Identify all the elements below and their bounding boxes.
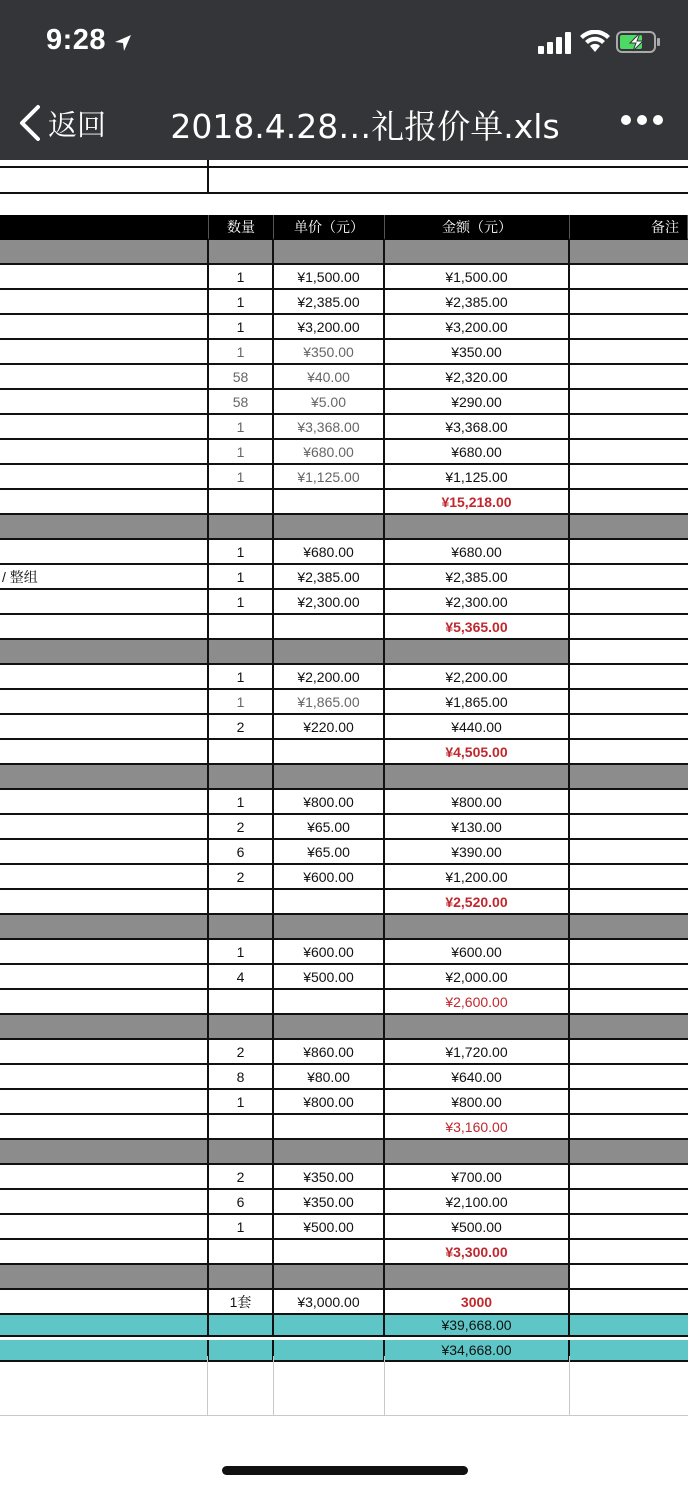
cell-item[interactable] xyxy=(0,415,209,440)
cell-unit-price[interactable]: ¥65.00 xyxy=(274,840,385,865)
cell-item[interactable] xyxy=(0,940,209,965)
cell-amount[interactable]: 3000 xyxy=(385,1290,570,1315)
cell-item[interactable] xyxy=(0,390,209,415)
cell-unit-price[interactable]: ¥40.00 xyxy=(274,365,385,390)
cell-note[interactable] xyxy=(570,365,688,390)
cell-note[interactable] xyxy=(570,940,688,965)
cell-unit-price[interactable]: ¥2,385.00 xyxy=(274,290,385,315)
table-row[interactable] xyxy=(0,565,688,590)
cell-unit-price[interactable]: ¥2,385.00 xyxy=(274,565,385,590)
cell-unit-price[interactable]: ¥2,200.00 xyxy=(274,665,385,690)
back-button[interactable] xyxy=(16,100,106,146)
cell-item[interactable] xyxy=(0,1165,209,1190)
cell-amount[interactable]: ¥700.00 xyxy=(385,1165,570,1190)
home-indicator[interactable] xyxy=(222,1466,468,1475)
cell-note[interactable] xyxy=(570,915,688,940)
cell-amount[interactable]: ¥2,320.00 xyxy=(385,365,570,390)
cell-note[interactable] xyxy=(570,1140,688,1165)
cell-qty[interactable]: 1 xyxy=(209,665,274,690)
cell-amount[interactable]: ¥640.00 xyxy=(385,1065,570,1090)
cell-note[interactable] xyxy=(570,1265,688,1290)
cell-note[interactable] xyxy=(570,1240,688,1265)
cell-item[interactable] xyxy=(0,515,209,540)
cell-note[interactable] xyxy=(570,990,688,1015)
cell-unit-price[interactable] xyxy=(274,490,385,515)
cell-qty[interactable] xyxy=(209,1015,274,1040)
cell-qty[interactable]: 1 xyxy=(209,590,274,615)
cell-qty[interactable] xyxy=(209,765,274,790)
cell-qty[interactable]: 6 xyxy=(209,1190,274,1215)
section-row[interactable] xyxy=(0,765,688,790)
cell-qty[interactable]: 8 xyxy=(209,1065,274,1090)
cell-amount[interactable]: ¥350.00 xyxy=(385,340,570,365)
table-row[interactable] xyxy=(0,540,688,565)
cell-item[interactable] xyxy=(0,1215,209,1240)
cell-unit-price[interactable] xyxy=(274,1140,385,1165)
cell-item[interactable] xyxy=(0,1190,209,1215)
cell-qty[interactable] xyxy=(209,640,274,665)
table-row[interactable] xyxy=(0,940,688,965)
table-row[interactable] xyxy=(0,415,688,440)
cell-item[interactable] xyxy=(0,840,209,865)
cell-item[interactable] xyxy=(0,1090,209,1115)
back-label: 返回 xyxy=(48,107,107,142)
cell-amount[interactable]: ¥2,300.00 xyxy=(385,590,570,615)
cell-amount[interactable]: ¥1,125.00 xyxy=(385,465,570,490)
cell-qty[interactable]: 1 xyxy=(209,315,274,340)
cell-qty[interactable] xyxy=(209,515,274,540)
subtotal-row[interactable] xyxy=(0,1115,688,1140)
cell-amount[interactable]: ¥34,668.00 xyxy=(385,1340,570,1362)
cell-item[interactable] xyxy=(0,490,209,515)
header-amount: 金额（元） xyxy=(385,215,570,240)
cell-unit-price[interactable]: ¥350.00 xyxy=(274,1190,385,1215)
cell-qty[interactable]: 2 xyxy=(209,865,274,890)
cell-amount[interactable]: ¥3,200.00 xyxy=(385,315,570,340)
cell-unit-price[interactable] xyxy=(274,1115,385,1140)
cell-item[interactable] xyxy=(0,1240,209,1265)
table-row[interactable] xyxy=(0,1190,688,1215)
cell-note[interactable] xyxy=(570,540,688,565)
cell-unit-price[interactable]: ¥3,200.00 xyxy=(274,315,385,340)
subtotal-row[interactable] xyxy=(0,890,688,915)
cell-unit-price[interactable]: ¥3,368.00 xyxy=(274,415,385,440)
cell-amount[interactable]: ¥500.00 xyxy=(385,1215,570,1240)
cell-qty[interactable] xyxy=(209,890,274,915)
table-row[interactable] xyxy=(0,1215,688,1240)
cell-note[interactable] xyxy=(570,515,688,540)
cell-item[interactable] xyxy=(0,815,209,840)
cell-note[interactable] xyxy=(570,240,688,265)
cell-unit-price[interactable]: ¥220.00 xyxy=(274,715,385,740)
cell-qty[interactable] xyxy=(209,615,274,640)
cell-item[interactable] xyxy=(0,715,209,740)
cell-amount[interactable]: ¥1,865.00 xyxy=(385,690,570,715)
cell-unit-price[interactable]: ¥680.00 xyxy=(274,540,385,565)
cell-unit-price[interactable]: ¥600.00 xyxy=(274,940,385,965)
table-row[interactable] xyxy=(0,590,688,615)
cell-item[interactable] xyxy=(0,890,209,915)
table-row[interactable] xyxy=(0,865,688,890)
subtotal-row[interactable] xyxy=(0,615,688,640)
table-row[interactable] xyxy=(0,390,688,415)
cell-unit-price[interactable]: ¥680.00 xyxy=(274,440,385,465)
cell-item[interactable] xyxy=(0,665,209,690)
cell-note[interactable] xyxy=(570,1165,688,1190)
cell-amount[interactable] xyxy=(385,1265,570,1290)
cell-qty[interactable]: 2 xyxy=(209,815,274,840)
table-row[interactable] xyxy=(0,1090,688,1115)
cell-unit-price[interactable]: ¥1,125.00 xyxy=(274,465,385,490)
cell-item[interactable] xyxy=(0,1040,209,1065)
cell-qty[interactable]: 1 xyxy=(209,790,274,815)
cell-unit-price[interactable] xyxy=(274,1015,385,1040)
cell-unit-price[interactable]: ¥350.00 xyxy=(274,1165,385,1190)
section-row[interactable] xyxy=(0,640,688,665)
cell-amount[interactable]: ¥15,218.00 xyxy=(385,490,570,515)
cell-qty[interactable] xyxy=(209,990,274,1015)
cell-note[interactable] xyxy=(570,1215,688,1240)
cell-qty[interactable] xyxy=(209,740,274,765)
cell-unit-price[interactable]: ¥600.00 xyxy=(274,865,385,890)
cell-unit-price[interactable]: ¥2,300.00 xyxy=(274,590,385,615)
cell-note[interactable] xyxy=(570,740,688,765)
cell-note[interactable] xyxy=(570,965,688,990)
cell-amount[interactable] xyxy=(385,765,570,790)
cell-amount[interactable]: ¥1,720.00 xyxy=(385,1040,570,1065)
cell-qty[interactable]: 1 xyxy=(209,440,274,465)
cell-note[interactable] xyxy=(570,640,688,665)
cell-qty[interactable]: 1 xyxy=(209,690,274,715)
cell-amount[interactable]: ¥2,000.00 xyxy=(385,965,570,990)
cell-item[interactable] xyxy=(0,340,209,365)
cell-item[interactable] xyxy=(0,790,209,815)
cell-qty[interactable]: 2 xyxy=(209,715,274,740)
cell-unit-price[interactable]: ¥500.00 xyxy=(274,965,385,990)
cell-amount[interactable]: ¥600.00 xyxy=(385,940,570,965)
section-row[interactable] xyxy=(0,515,688,540)
cell-amount[interactable]: ¥2,385.00 xyxy=(385,565,570,590)
subtotal-row[interactable] xyxy=(0,990,688,1015)
cell-qty[interactable] xyxy=(209,1140,274,1165)
cell-qty[interactable]: 2 xyxy=(209,1040,274,1065)
cell-item[interactable] xyxy=(0,640,209,665)
cell-amount[interactable]: ¥2,200.00 xyxy=(385,665,570,690)
cell-note[interactable] xyxy=(570,1115,688,1140)
location-arrow-icon xyxy=(114,34,132,52)
cell-item[interactable] xyxy=(0,740,209,765)
cell-item[interactable] xyxy=(0,290,209,315)
cell-amount[interactable] xyxy=(385,1015,570,1040)
table-row[interactable] xyxy=(0,1040,688,1065)
cell-qty[interactable]: 6 xyxy=(209,840,274,865)
subtotal-row[interactable] xyxy=(0,1240,688,1265)
table-row[interactable] xyxy=(0,440,688,465)
cell-note[interactable] xyxy=(570,1040,688,1065)
table-row[interactable] xyxy=(0,1065,688,1090)
table-row[interactable] xyxy=(0,340,688,365)
cell-qty[interactable] xyxy=(209,915,274,940)
cell-note[interactable] xyxy=(570,815,688,840)
table-row[interactable] xyxy=(0,665,688,690)
cell-amount[interactable] xyxy=(385,915,570,940)
cell-note[interactable] xyxy=(570,1290,688,1315)
cell-unit-price[interactable]: ¥65.00 xyxy=(274,815,385,840)
table-header-row xyxy=(0,215,688,240)
cell-note[interactable] xyxy=(570,1090,688,1115)
cell-unit-price[interactable]: ¥1,500.00 xyxy=(274,265,385,290)
cell-note[interactable] xyxy=(570,340,688,365)
cell-amount[interactable]: ¥680.00 xyxy=(385,440,570,465)
table-row[interactable] xyxy=(0,790,688,815)
cell-note[interactable] xyxy=(570,715,688,740)
cell-unit-price[interactable]: ¥800.00 xyxy=(274,1090,385,1115)
cell-unit-price[interactable]: ¥500.00 xyxy=(274,1215,385,1240)
cell-amount[interactable]: ¥2,385.00 xyxy=(385,290,570,315)
cell-amount[interactable]: ¥3,368.00 xyxy=(385,415,570,440)
cell-note[interactable] xyxy=(570,415,688,440)
cell-amount[interactable]: ¥2,100.00 xyxy=(385,1190,570,1215)
cell-note[interactable] xyxy=(570,315,688,340)
cell-unit-price[interactable]: ¥1,865.00 xyxy=(274,690,385,715)
status-time: 9:28 xyxy=(46,24,107,56)
cell-unit-price[interactable] xyxy=(274,615,385,640)
table-row[interactable] xyxy=(0,290,688,315)
cell-item[interactable] xyxy=(0,690,209,715)
cell-item[interactable] xyxy=(0,1115,209,1140)
cell-item[interactable] xyxy=(0,240,209,265)
cell-item[interactable] xyxy=(0,915,209,940)
cell-note[interactable] xyxy=(570,890,688,915)
header-qty: 数量 xyxy=(209,215,274,240)
cell-note[interactable] xyxy=(570,1065,688,1090)
cell-item[interactable] xyxy=(0,1015,209,1040)
cell-qty[interactable] xyxy=(209,1115,274,1140)
cell-item[interactable] xyxy=(0,1265,209,1290)
cell-amount[interactable]: ¥800.00 xyxy=(385,1090,570,1115)
table-row[interactable] xyxy=(0,840,688,865)
cell-unit-price[interactable]: ¥5.00 xyxy=(274,390,385,415)
spreadsheet-view[interactable] xyxy=(0,160,688,1416)
section-row[interactable] xyxy=(0,240,688,265)
cell-qty[interactable]: 58 xyxy=(209,365,274,390)
cell-item[interactable] xyxy=(0,265,209,290)
cell-unit-price[interactable] xyxy=(274,240,385,265)
cell-amount[interactable]: ¥800.00 xyxy=(385,790,570,815)
cell-item[interactable] xyxy=(0,440,209,465)
cell-note[interactable] xyxy=(570,615,688,640)
cell-unit-price[interactable] xyxy=(274,765,385,790)
cell-amount[interactable]: ¥290.00 xyxy=(385,390,570,415)
cell-amount[interactable]: ¥2,600.00 xyxy=(385,990,570,1015)
table-row[interactable] xyxy=(0,465,688,490)
section-row[interactable] xyxy=(0,1265,688,1290)
cell-item[interactable] xyxy=(0,465,209,490)
table-row[interactable] xyxy=(0,365,688,390)
cell-amount[interactable]: ¥39,668.00 xyxy=(385,1315,570,1337)
cell-amount[interactable]: ¥3,160.00 xyxy=(385,1115,570,1140)
cell-note[interactable] xyxy=(570,865,688,890)
subtotal-row[interactable] xyxy=(0,740,688,765)
cell-amount[interactable] xyxy=(385,1140,570,1165)
cell-item[interactable] xyxy=(0,765,209,790)
cell-note[interactable] xyxy=(570,1190,688,1215)
cell-unit-price[interactable]: ¥3,000.00 xyxy=(274,1290,385,1315)
cell-unit-price[interactable] xyxy=(274,990,385,1015)
table-row[interactable] xyxy=(0,1165,688,1190)
cell-note[interactable] xyxy=(570,465,688,490)
cell-unit-price[interactable] xyxy=(274,1315,385,1337)
title-row xyxy=(0,168,688,194)
cell-amount[interactable]: ¥3,300.00 xyxy=(385,1240,570,1265)
cell-unit-price[interactable]: ¥860.00 xyxy=(274,1040,385,1065)
header-unit-price: 单价（元） xyxy=(274,215,385,240)
cell-note[interactable] xyxy=(570,690,688,715)
cell-item[interactable] xyxy=(0,1290,209,1315)
cell-note[interactable] xyxy=(570,290,688,315)
cell-qty[interactable] xyxy=(209,1265,274,1290)
cell-qty[interactable]: 1 xyxy=(209,415,274,440)
partial-row xyxy=(0,160,688,168)
cell-unit-price[interactable] xyxy=(274,740,385,765)
cell-item[interactable] xyxy=(0,615,209,640)
cell-amount[interactable]: ¥1,500.00 xyxy=(385,265,570,290)
cell-qty[interactable]: 1 xyxy=(209,1090,274,1115)
cell-qty[interactable]: 1 xyxy=(209,940,274,965)
section-row[interactable] xyxy=(0,915,688,940)
cell-amount[interactable]: ¥4,505.00 xyxy=(385,740,570,765)
cell-qty[interactable] xyxy=(209,1240,274,1265)
cell-amount[interactable]: ¥130.00 xyxy=(385,815,570,840)
cell-amount[interactable]: ¥680.00 xyxy=(385,540,570,565)
cell-item[interactable] xyxy=(0,540,209,565)
cell-qty[interactable]: 4 xyxy=(209,965,274,990)
cell-note[interactable] xyxy=(570,265,688,290)
cell-item[interactable] xyxy=(0,865,209,890)
cell-note[interactable] xyxy=(570,665,688,690)
cell-qty[interactable] xyxy=(209,240,274,265)
cell-qty[interactable]: 1 xyxy=(209,1215,274,1240)
cell-note[interactable] xyxy=(570,490,688,515)
table-row[interactable] xyxy=(0,815,688,840)
cell-qty[interactable]: 1 xyxy=(209,340,274,365)
cell-qty[interactable]: 2 xyxy=(209,1165,274,1190)
cell-unit-price[interactable] xyxy=(274,515,385,540)
cell-note[interactable] xyxy=(570,390,688,415)
cell-unit-price[interactable] xyxy=(274,1265,385,1290)
cell-note[interactable] xyxy=(570,1315,688,1337)
cell-amount[interactable] xyxy=(385,515,570,540)
cellular-signal-icon xyxy=(538,32,572,54)
cell-qty[interactable]: 1 xyxy=(209,265,274,290)
subtotal-row[interactable] xyxy=(0,490,688,515)
cell-amount[interactable]: ¥390.00 xyxy=(385,840,570,865)
cell-qty[interactable]: 1 xyxy=(209,290,274,315)
cell-unit-price[interactable]: ¥800.00 xyxy=(274,790,385,815)
cell-note[interactable] xyxy=(570,440,688,465)
cell-item[interactable] xyxy=(0,315,209,340)
cell-amount[interactable]: ¥1,200.00 xyxy=(385,865,570,890)
cell-qty[interactable]: 1套 xyxy=(209,1290,274,1315)
cell-item[interactable] xyxy=(0,1065,209,1090)
more-options-icon[interactable] xyxy=(620,112,664,128)
section-row[interactable] xyxy=(0,1015,688,1040)
cell-amount[interactable]: ¥2,520.00 xyxy=(385,890,570,915)
cell-item[interactable]: / 整组 xyxy=(0,565,209,590)
cell-note[interactable] xyxy=(570,790,688,815)
cell-note[interactable] xyxy=(570,840,688,865)
cell-item[interactable] xyxy=(0,1315,209,1337)
cell-unit-price[interactable]: ¥80.00 xyxy=(274,1065,385,1090)
cell-qty[interactable] xyxy=(209,1315,274,1337)
table-row[interactable] xyxy=(0,715,688,740)
cell-unit-price[interactable] xyxy=(274,1240,385,1265)
cell-unit-price[interactable] xyxy=(274,890,385,915)
wifi-icon xyxy=(580,30,610,54)
cell-item[interactable] xyxy=(0,590,209,615)
cell-amount[interactable]: ¥440.00 xyxy=(385,715,570,740)
cell-unit-price[interactable]: ¥350.00 xyxy=(274,340,385,365)
table-row[interactable] xyxy=(0,1290,688,1315)
document-title: 2018.4.28…礼报价单.xls xyxy=(170,107,560,146)
cell-qty[interactable] xyxy=(209,490,274,515)
cell-amount[interactable]: ¥5,365.00 xyxy=(385,615,570,640)
app-header xyxy=(0,0,688,160)
total-row[interactable] xyxy=(0,1315,688,1337)
cell-note[interactable] xyxy=(570,765,688,790)
cell-amount[interactable] xyxy=(385,240,570,265)
cell-item[interactable] xyxy=(0,365,209,390)
cell-qty[interactable]: 58 xyxy=(209,390,274,415)
header-cell-blank xyxy=(0,215,209,240)
section-row[interactable] xyxy=(0,1140,688,1165)
cell-note[interactable] xyxy=(570,590,688,615)
cell-unit-price[interactable] xyxy=(274,640,385,665)
cell-qty[interactable]: 1 xyxy=(209,565,274,590)
table-row[interactable] xyxy=(0,315,688,340)
header-note: 备注 xyxy=(570,215,688,240)
cell-qty[interactable]: 1 xyxy=(209,465,274,490)
cell-item[interactable] xyxy=(0,965,209,990)
cell-item[interactable] xyxy=(0,990,209,1015)
cell-amount[interactable] xyxy=(385,640,570,665)
table-row[interactable] xyxy=(0,265,688,290)
table-row[interactable] xyxy=(0,965,688,990)
table-row[interactable] xyxy=(0,690,688,715)
empty-grid-area xyxy=(0,1356,688,1416)
cell-item[interactable] xyxy=(0,1140,209,1165)
cell-note[interactable] xyxy=(570,1015,688,1040)
cell-qty[interactable]: 1 xyxy=(209,540,274,565)
cell-unit-price[interactable] xyxy=(274,915,385,940)
chevron-left-icon xyxy=(16,103,46,143)
battery-charging-icon xyxy=(616,31,662,53)
cell-note[interactable] xyxy=(570,565,688,590)
